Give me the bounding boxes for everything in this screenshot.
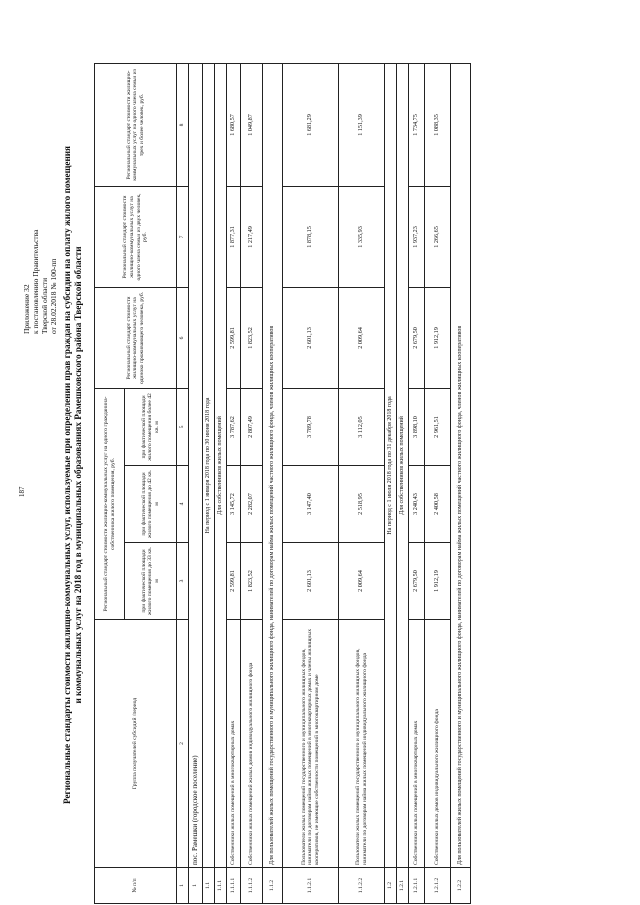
value-cell: 3 145,72 [227, 466, 241, 543]
table-row [451, 63, 471, 903]
col-num: 2 [177, 620, 189, 868]
value-cell: 1 266,65 [425, 186, 451, 287]
header-group: Группа получателей субсидий /период [95, 620, 177, 868]
table-row [397, 63, 409, 903]
value-cell: 3 787,62 [227, 388, 241, 465]
value-cell: 2 400,58 [425, 466, 451, 543]
header-family-three: Региональный стандарт стоимости жилищно-коммунальных услуг на одного члена семьи из трех и более человек, руб. [95, 63, 177, 186]
table-row [385, 63, 397, 903]
row-number: 1.2.1.1 [409, 868, 425, 904]
value-cell: 1 878,15 [283, 186, 339, 287]
table-row [339, 63, 385, 903]
header-area-42: при фактической площади жилого помещения до 42 кв. м [125, 466, 177, 543]
value-cell: 3 898,10 [409, 388, 425, 465]
value-cell: 1 681,29 [283, 63, 339, 186]
value-cell: 3 147,40 [283, 466, 339, 543]
header-area-over-42: при фактической площади жилого помещения более 42 кв. м [125, 388, 177, 465]
value-cell: 3 112,05 [339, 388, 385, 465]
title-line: и коммунальных услуг на 2018 год в муниципальных образованиях Рамешковского района Тверской области [73, 246, 83, 704]
section-title: Для пользователей жилых помещений государственного и муниципального жилищного фонда, нанимателей по договорам найма жилых помещений частного жилищного фонда, членов жилищных кооперативов [263, 63, 283, 867]
section-title: Для собственников жилых помещений [397, 63, 409, 867]
value-cell: 3 789,78 [283, 388, 339, 465]
document-title [62, 82, 84, 868]
period-title: На период с 1 января 2018 года по 30 июня 2018 года [203, 63, 215, 867]
value-cell: 3 240,43 [409, 466, 425, 543]
appendix-line: Тверской области [40, 277, 49, 334]
col-num: 1 [177, 868, 189, 904]
row-number: 1.1.1.1 [227, 868, 241, 904]
settlement-title: пос. Рамешки (городское поселение) [189, 63, 203, 867]
row-number: 1.1.2.2 [339, 868, 385, 904]
value-cell: 1 823,52 [241, 287, 263, 388]
section-title: Для пользователей жилых помещений государственного и муниципального жилищного фонда, нанимателей по договорам найма жилых помещений частного жилищного фонда, членов жилищных кооперативов [451, 63, 471, 867]
value-cell: 1 912,19 [425, 287, 451, 388]
table-row [425, 63, 451, 903]
appendix-reference [22, 230, 58, 334]
value-cell: 1 823,52 [241, 543, 263, 620]
table-row [409, 63, 425, 903]
title-line: Региональные стандарты стоимости жилищно-коммунальных услуг, используемые при определении прав граждан на субсидии на оплату жилого помещения [62, 145, 72, 805]
value-cell: 2 961,51 [425, 388, 451, 465]
section-title: Для собственников жилых помещений [215, 63, 227, 867]
table-row [263, 63, 283, 903]
col-num: 3 [177, 543, 189, 620]
value-cell: 1 088,35 [425, 63, 451, 186]
value-cell: 2 679,50 [409, 543, 425, 620]
value-cell: 2 807,49 [241, 388, 263, 465]
value-cell: 1 335,93 [339, 186, 385, 287]
row-label: Пользователи жилых помещений государственного и муниципального жилищных фондов, наниматели по договорам найма жилых помещений в многоквартирных домах и члены жилищных кооперативов, не имеющие собственности помещений в многоквартирном доме [283, 620, 339, 868]
value-cell: 2 282,07 [241, 466, 263, 543]
col-num: 4 [177, 466, 189, 543]
header-regional-group: Региональный стандарт стоимости жилищно-коммунальных услуг на одного гражданина-собственника жилого помещения, руб. [95, 388, 125, 619]
value-cell: 1 151,39 [339, 63, 385, 186]
header-no: № п/п [95, 868, 177, 904]
row-label: Собственники жилых домов индивидуального жилищного фонда [425, 620, 451, 868]
table-row [189, 63, 203, 903]
row-number: 1.2.1 [397, 868, 409, 904]
column-number-row [177, 63, 189, 903]
value-cell: 1 049,87 [241, 63, 263, 186]
row-number: 1.2 [385, 868, 397, 904]
table-row [203, 63, 215, 903]
col-num: 8 [177, 63, 189, 186]
value-cell: 1 680,57 [227, 63, 241, 186]
row-label: Собственники жилых помещений жилых домов индивидуального жилищного фонда [241, 620, 263, 868]
table-row [283, 63, 339, 903]
period-title: На период с 1 июля 2018 года по 31 декабря 2018 года [385, 63, 397, 867]
value-cell: 2 679,50 [409, 287, 425, 388]
standards-table [94, 63, 471, 904]
col-num: 7 [177, 186, 189, 287]
row-number: 1.1.1 [215, 868, 227, 904]
col-num: 5 [177, 388, 189, 465]
row-number: 1.2.2 [451, 868, 471, 904]
value-cell: 2 009,64 [339, 287, 385, 388]
row-label: Собственники жилых помещений в многоквартирных домах [409, 620, 425, 868]
appendix-line: Приложение 32 [22, 284, 31, 334]
table-row [215, 63, 227, 903]
table-row [227, 63, 241, 903]
value-cell: 2 009,64 [339, 543, 385, 620]
value-cell: 2 601,13 [283, 287, 339, 388]
value-cell: 2 601,13 [283, 543, 339, 620]
row-number: 1.1.1.2 [241, 868, 263, 904]
value-cell: 1 734,75 [409, 63, 425, 186]
row-number: 1.1.2.1 [283, 868, 339, 904]
value-cell: 2 599,81 [227, 543, 241, 620]
value-cell: 1 912,19 [425, 543, 451, 620]
value-cell: 1 877,31 [227, 186, 241, 287]
value-cell: 2 599,81 [227, 287, 241, 388]
row-number: 1.1 [203, 868, 215, 904]
row-number: 1 [189, 868, 203, 904]
value-cell: 1 937,23 [409, 186, 425, 287]
header-one-person: Региональный стандарт стоимости жилищно-коммунальных услуг на одиноко проживающего человека, руб. [95, 287, 177, 388]
row-number: 1.2.1.2 [425, 868, 451, 904]
appendix-line: от 28.02.2018 № 100-пп [49, 258, 58, 334]
table-row [241, 63, 263, 903]
col-num: 6 [177, 287, 189, 388]
value-cell: 2 518,95 [339, 466, 385, 543]
row-number: 1.1.2 [263, 868, 283, 904]
header-area-33: при фактической площади жилого помещения до 33 кв. м [125, 543, 177, 620]
header-family-two: Региональный стандарт стоимости жилищно-коммунальных услуг на одного члена семьи из двух человек, руб. [95, 186, 177, 287]
row-label: Собственники жилых помещений в многоквартирных домах [227, 620, 241, 868]
rotated-document-page [20, 64, 622, 904]
value-cell: 1 217,49 [241, 186, 263, 287]
row-label: Пользователи жилых помещений государственного и муниципального жилищных фондов, наниматели по договорам найма жилых помещений индивидуального жилищного фонда [339, 620, 385, 868]
appendix-line: к постановлению Правительства [31, 229, 40, 334]
page-number: 187 [18, 486, 26, 497]
